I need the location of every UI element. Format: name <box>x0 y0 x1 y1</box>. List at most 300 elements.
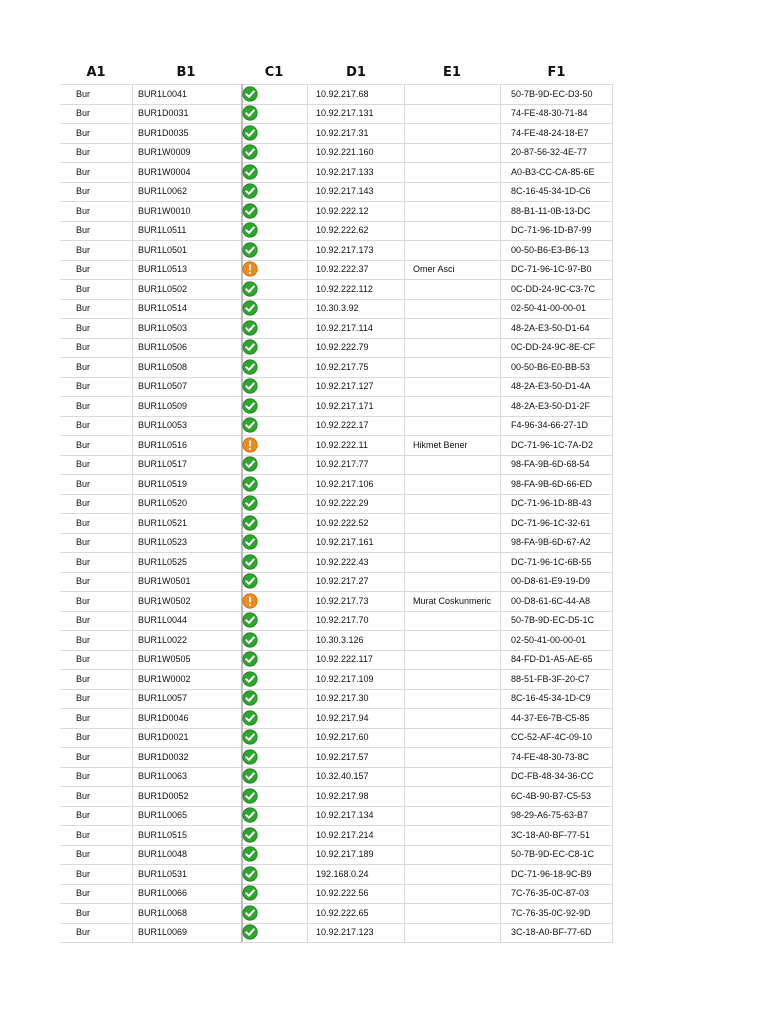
cell-a1[interactable]: Bur <box>76 225 91 236</box>
check-circle-icon <box>242 320 258 336</box>
cell-a1[interactable]: Bur <box>76 732 91 743</box>
table-row <box>0 416 768 436</box>
cell-b1[interactable]: BUR1L0062 <box>138 186 188 197</box>
check-circle-icon <box>242 632 258 648</box>
cell-e1[interactable] <box>413 552 501 572</box>
cell-c1[interactable] <box>242 572 262 592</box>
cell-e1[interactable] <box>413 299 501 319</box>
cell-b1[interactable]: BUR1L0503 <box>138 322 188 333</box>
cell-d1[interactable]: 10.92.217.123 <box>316 927 374 938</box>
cell-f1[interactable]: DC-71-96-1C-97-B0 <box>511 264 592 275</box>
cell-a1[interactable]: Bur <box>76 556 91 567</box>
cell-e1[interactable] <box>413 845 501 865</box>
cell-b1[interactable]: BUR1L0516 <box>138 439 188 450</box>
table-row <box>0 201 768 221</box>
cell-d1[interactable]: 10.92.217.57 <box>316 751 369 762</box>
cell-d1[interactable]: 10.92.217.173 <box>316 244 374 255</box>
cell-c1[interactable] <box>242 299 262 319</box>
cell-f1[interactable]: 00-D8-61-E9-19-D9 <box>511 576 591 587</box>
cell-e1[interactable] <box>413 318 501 338</box>
cell-a1[interactable]: Bur <box>76 186 91 197</box>
table-row <box>0 396 768 416</box>
cell-e1[interactable] <box>413 279 501 299</box>
cell-f1[interactable]: 98-29-A6-75-63-B7 <box>511 810 589 821</box>
cell-d1[interactable]: 10.92.217.30 <box>316 693 369 704</box>
cell-c1[interactable] <box>242 864 262 884</box>
cell-d1[interactable]: 10.92.217.106 <box>316 478 374 489</box>
cell-e1[interactable] <box>413 767 501 787</box>
cell-d1[interactable]: 10.92.217.143 <box>316 186 374 197</box>
cell-d1[interactable]: 10.92.217.73 <box>316 595 369 606</box>
cell-f1[interactable]: DC-71-96-1C-32-61 <box>511 517 591 528</box>
cell-b1[interactable]: BUR1L0515 <box>138 829 188 840</box>
cell-c1[interactable] <box>242 162 262 182</box>
cell-a1[interactable]: Bur <box>76 693 91 704</box>
cell-b1[interactable]: BUR1L0057 <box>138 693 188 704</box>
cell-d1[interactable]: 10.92.217.27 <box>316 576 369 587</box>
table-row <box>0 299 768 319</box>
cell-d1[interactable]: 10.92.222.12 <box>316 205 369 216</box>
cell-b1[interactable]: BUR1L0509 <box>138 400 188 411</box>
cell-f1[interactable]: 0C-DD-24-9C-8E-CF <box>511 342 596 353</box>
cell-b1[interactable]: BUR1L0517 <box>138 459 188 470</box>
exclamation-circle-icon <box>242 437 258 453</box>
cell-c1[interactable] <box>242 767 262 787</box>
cell-f1[interactable]: 48-2A-E3-50-D1-4A <box>511 381 591 392</box>
cell-f1[interactable]: 48-2A-E3-50-D1-64 <box>511 322 590 333</box>
cell-b1[interactable]: BUR1L0520 <box>138 498 188 509</box>
cell-c1[interactable] <box>242 591 262 611</box>
cell-b1[interactable]: BUR1L0511 <box>138 225 187 236</box>
cell-e1[interactable] <box>413 630 501 650</box>
table-row <box>0 786 768 806</box>
cell-f1[interactable]: 48-2A-E3-50-D1-2F <box>511 400 591 411</box>
cell-c1[interactable] <box>242 279 262 299</box>
cell-b1[interactable]: BUR1W0004 <box>138 166 191 177</box>
cell-d1[interactable]: 10.92.217.127 <box>316 381 374 392</box>
cell-a1[interactable]: Bur <box>76 459 91 470</box>
cell-b1[interactable]: BUR1L0065 <box>138 810 188 821</box>
cell-c1[interactable] <box>242 630 262 650</box>
table-row <box>0 338 768 358</box>
cell-e1[interactable] <box>413 864 501 884</box>
cell-b1[interactable]: BUR1L0501 <box>138 244 188 255</box>
cell-f1[interactable]: 0C-DD-24-9C-C3-7C <box>511 283 596 294</box>
cell-b1[interactable]: BUR1L0506 <box>138 342 188 353</box>
cell-b1[interactable]: BUR1D0032 <box>138 751 189 762</box>
cell-c1[interactable] <box>242 260 262 280</box>
cell-f1[interactable]: 00-D8-61-6C-44-A8 <box>511 595 591 606</box>
cell-a1[interactable]: Bur <box>76 888 91 899</box>
cell-a1[interactable]: Bur <box>76 907 91 918</box>
cell-b1[interactable]: BUR1L0041 <box>138 88 188 99</box>
cell-e1[interactable] <box>413 455 501 475</box>
cell-c1[interactable] <box>242 689 262 709</box>
cell-f1[interactable]: 8C-16-45-34-1D-C9 <box>511 693 591 704</box>
cell-a1[interactable]: Bur <box>76 400 91 411</box>
cell-c1[interactable] <box>242 806 262 826</box>
cell-f1[interactable]: 6C-4B-90-B7-C5-53 <box>511 790 592 801</box>
check-circle-icon <box>242 710 258 726</box>
cell-f1[interactable]: F4-96-34-66-27-1D <box>511 420 589 431</box>
cell-b1[interactable]: BUR1L0022 <box>138 634 188 645</box>
cell-b1[interactable]: BUR1L0507 <box>138 381 188 392</box>
cell-b1[interactable]: BUR1L0044 <box>138 615 188 626</box>
cell-c1[interactable] <box>242 728 262 748</box>
cell-d1[interactable]: 10.30.3.92 <box>316 303 359 314</box>
cell-b1[interactable]: BUR1L0048 <box>138 849 188 860</box>
cell-a1[interactable]: Bur <box>76 576 91 587</box>
table-row <box>0 552 768 572</box>
cell-f1[interactable]: 98-FA-9B-6D-66-ED <box>511 478 593 489</box>
table-row <box>0 630 768 650</box>
cell-a1[interactable]: Bur <box>76 205 91 216</box>
cell-c1[interactable] <box>242 669 262 689</box>
cell-a1[interactable]: Bur <box>76 88 91 99</box>
cell-d1[interactable]: 10.92.222.52 <box>316 517 369 528</box>
cell-e1[interactable] <box>413 221 501 241</box>
cell-e1[interactable] <box>413 182 501 202</box>
check-circle-icon <box>242 807 258 823</box>
cell-c1[interactable] <box>242 903 262 923</box>
cell-a1[interactable]: Bur <box>76 595 91 606</box>
exclamation-circle-icon <box>242 593 258 609</box>
check-circle-icon <box>242 125 258 141</box>
cell-d1[interactable]: 10.92.217.75 <box>316 361 369 372</box>
check-circle-icon <box>242 86 258 102</box>
cell-a1[interactable]: Bur <box>76 381 91 392</box>
cell-f1[interactable]: 50-7B-9D-EC-C8-1C <box>511 849 595 860</box>
cell-a1[interactable]: Bur <box>76 420 91 431</box>
cell-e1[interactable]: Murat Coskunmeric <box>413 595 492 606</box>
cell-c1[interactable] <box>242 845 262 865</box>
cell-b1[interactable]: BUR1L0521 <box>138 517 188 528</box>
cell-f1[interactable]: 50-7B-9D-EC-D5-1C <box>511 615 595 626</box>
cell-a1[interactable]: Bur <box>76 244 91 255</box>
cell-c1[interactable] <box>242 825 262 845</box>
cell-e1[interactable] <box>413 357 501 377</box>
cell-d1[interactable]: 10.92.222.65 <box>316 907 369 918</box>
cell-b1[interactable]: BUR1L0525 <box>138 556 188 567</box>
cell-a1[interactable]: Bur <box>76 615 91 626</box>
table-row <box>0 240 768 260</box>
cell-c1[interactable] <box>242 123 262 143</box>
cell-f1[interactable]: 20-87-56-32-4E-77 <box>511 147 588 158</box>
cell-f1[interactable]: 98-FA-9B-6D-68-54 <box>511 459 590 470</box>
check-circle-icon <box>242 905 258 921</box>
cell-c1[interactable] <box>242 494 262 514</box>
cell-e1[interactable] <box>413 513 501 533</box>
table-row <box>0 513 768 533</box>
cell-c1[interactable] <box>242 357 262 377</box>
cell-a1[interactable]: Bur <box>76 849 91 860</box>
cell-a1[interactable]: Bur <box>76 342 91 353</box>
cell-e1[interactable] <box>413 240 501 260</box>
cell-d1[interactable]: 192.168.0.24 <box>316 868 369 879</box>
cell-d1[interactable]: 10.92.222.79 <box>316 342 369 353</box>
cell-b1[interactable]: BUR1D0021 <box>138 732 189 743</box>
cell-e1[interactable] <box>413 84 501 104</box>
cell-d1[interactable]: 10.92.217.214 <box>316 829 374 840</box>
cell-e1[interactable] <box>413 474 501 494</box>
cell-d1[interactable]: 10.92.222.62 <box>316 225 369 236</box>
cell-a1[interactable]: Bur <box>76 147 91 158</box>
cell-f1[interactable]: DC-FB-48-34-36-CC <box>511 771 594 782</box>
cell-f1[interactable]: DC-71-96-1D-B7-99 <box>511 225 592 236</box>
cell-d1[interactable]: 10.92.222.117 <box>316 654 373 665</box>
cell-b1[interactable]: BUR1L0519 <box>138 478 188 489</box>
cell-c1[interactable] <box>242 923 262 943</box>
cell-d1[interactable]: 10.92.222.56 <box>316 888 369 899</box>
cell-d1[interactable]: 10.92.217.133 <box>316 166 374 177</box>
cell-e1[interactable] <box>413 201 501 221</box>
cell-f1[interactable]: DC-71-96-1C-6B-55 <box>511 556 592 567</box>
cell-c1[interactable] <box>242 650 262 670</box>
cell-e1[interactable] <box>413 143 501 163</box>
cell-d1[interactable]: 10.92.222.29 <box>316 498 369 509</box>
cell-f1[interactable]: 8C-16-45-34-1D-C6 <box>511 186 591 197</box>
cell-d1[interactable]: 10.92.222.112 <box>316 283 373 294</box>
cell-d1[interactable]: 10.92.222.17 <box>316 420 369 431</box>
cell-b1[interactable]: BUR1L0531 <box>138 868 188 879</box>
cell-b1[interactable]: BUR1D0035 <box>138 127 189 138</box>
cell-f1[interactable]: 44-37-E6-7B-C5-85 <box>511 712 590 723</box>
cell-a1[interactable]: Bur <box>76 810 91 821</box>
cell-e1[interactable] <box>413 104 501 124</box>
cell-f1[interactable]: 88-51-FB-3F-20-C7 <box>511 673 590 684</box>
cell-e1[interactable] <box>413 747 501 767</box>
cell-d1[interactable]: 10.92.217.77 <box>316 459 369 470</box>
cell-c1[interactable] <box>242 455 262 475</box>
table-row <box>0 864 768 884</box>
cell-d1[interactable]: 10.92.217.60 <box>316 732 369 743</box>
cell-e1[interactable] <box>413 162 501 182</box>
cell-e1[interactable] <box>413 494 501 514</box>
cell-e1[interactable] <box>413 533 501 553</box>
cell-a1[interactable]: Bur <box>76 771 91 782</box>
cell-f1[interactable]: 50-7B-9D-EC-D3-50 <box>511 88 593 99</box>
cell-a1[interactable]: Bur <box>76 322 91 333</box>
cell-a1[interactable]: Bur <box>76 498 91 509</box>
cell-f1[interactable]: 3C-18-A0-BF-77-51 <box>511 829 591 840</box>
cell-f1[interactable]: 74-FE-48-30-73-8C <box>511 751 590 762</box>
cell-e1[interactable] <box>413 650 501 670</box>
cell-d1[interactable]: 10.92.217.189 <box>316 849 374 860</box>
cell-a1[interactable]: Bur <box>76 439 91 450</box>
cell-a1[interactable]: Bur <box>76 751 91 762</box>
cell-a1[interactable]: Bur <box>76 478 91 489</box>
column-header-a1: A1 <box>86 65 106 80</box>
cell-e1[interactable] <box>413 572 501 592</box>
cell-d1[interactable]: 10.30.3.126 <box>316 634 364 645</box>
cell-e1[interactable] <box>413 689 501 709</box>
cell-b1[interactable]: BUR1L0508 <box>138 361 188 372</box>
cell-e1[interactable]: Omer Asci <box>413 264 455 275</box>
cell-f1[interactable]: DC-71-96-1D-8B-43 <box>511 498 592 509</box>
check-circle-icon <box>242 690 258 706</box>
cell-a1[interactable]: Bur <box>76 166 91 177</box>
cell-e1[interactable] <box>413 728 501 748</box>
table-row <box>0 84 768 104</box>
cell-d1[interactable]: 10.92.222.43 <box>316 556 369 567</box>
table-row <box>0 377 768 397</box>
cell-c1[interactable] <box>242 201 262 221</box>
cell-e1[interactable] <box>413 611 501 631</box>
exclamation-circle-icon <box>242 261 258 277</box>
cell-b1[interactable]: BUR1L0066 <box>138 888 188 899</box>
cell-d1[interactable]: 10.92.217.134 <box>316 810 374 821</box>
table-row <box>0 591 768 611</box>
cell-c1[interactable] <box>242 221 262 241</box>
cell-a1[interactable]: Bur <box>76 361 91 372</box>
cell-a1[interactable]: Bur <box>76 654 91 665</box>
cell-e1[interactable] <box>413 669 501 689</box>
cell-b1[interactable]: BUR1W0002 <box>138 673 191 684</box>
cell-c1[interactable] <box>242 884 262 904</box>
cell-d1[interactable]: 10.92.217.94 <box>316 712 369 723</box>
cell-e1[interactable] <box>413 786 501 806</box>
cell-c1[interactable] <box>242 396 262 416</box>
cell-d1[interactable]: 10.92.222.37 <box>316 264 369 275</box>
cell-e1[interactable] <box>413 708 501 728</box>
cell-b1[interactable]: BUR1L0063 <box>138 771 188 782</box>
cell-c1[interactable] <box>242 182 262 202</box>
cell-c1[interactable] <box>242 104 262 124</box>
cell-f1[interactable]: 3C-18-A0-BF-77-6D <box>511 927 592 938</box>
cell-a1[interactable]: Bur <box>76 127 91 138</box>
cell-d1[interactable]: 10.92.217.114 <box>316 322 373 333</box>
cell-e1[interactable] <box>413 377 501 397</box>
cell-c1[interactable] <box>242 435 262 455</box>
cell-d1[interactable]: 10.92.217.171 <box>316 400 374 411</box>
cell-e1[interactable] <box>413 338 501 358</box>
cell-c1[interactable] <box>242 611 262 631</box>
cell-d1[interactable]: 10.92.221.160 <box>316 147 374 158</box>
cell-a1[interactable]: Bur <box>76 790 91 801</box>
cell-c1[interactable] <box>242 474 262 494</box>
cell-e1[interactable] <box>413 123 501 143</box>
cell-d1[interactable]: 10.32.40.157 <box>316 771 369 782</box>
cell-b1[interactable]: BUR1L0523 <box>138 537 188 548</box>
cell-a1[interactable]: Bur <box>76 537 91 548</box>
cell-d1[interactable]: 10.92.217.31 <box>316 127 369 138</box>
check-circle-icon <box>242 651 258 667</box>
cell-d1[interactable]: 10.92.217.98 <box>316 790 369 801</box>
cell-c1[interactable] <box>242 747 262 767</box>
cell-e1[interactable] <box>413 416 501 436</box>
cell-e1[interactable] <box>413 825 501 845</box>
cell-c1[interactable] <box>242 143 262 163</box>
cell-c1[interactable] <box>242 786 262 806</box>
cell-f1[interactable]: DC-71-96-1C-7A-D2 <box>511 439 594 450</box>
cell-f1[interactable]: 02-50-41-00-00-01 <box>511 634 587 645</box>
check-circle-icon <box>242 827 258 843</box>
cell-a1[interactable]: Bur <box>76 829 91 840</box>
cell-a1[interactable]: Bur <box>76 517 91 528</box>
cell-b1[interactable]: BUR1W0502 <box>138 595 191 606</box>
column-header-e1: E1 <box>443 65 461 80</box>
cell-a1[interactable]: Bur <box>76 303 91 314</box>
cell-b1[interactable]: BUR1D0046 <box>138 712 189 723</box>
cell-b1[interactable]: BUR1D0031 <box>138 108 189 119</box>
cell-f1[interactable]: 88-B1-11-0B-13-DC <box>511 205 591 216</box>
cell-c1[interactable] <box>242 513 262 533</box>
cell-e1[interactable] <box>413 903 501 923</box>
cell-c1[interactable] <box>242 338 262 358</box>
cell-c1[interactable] <box>242 318 262 338</box>
cell-c1[interactable] <box>242 377 262 397</box>
cell-b1[interactable]: BUR1W0501 <box>138 576 191 587</box>
cell-b1[interactable]: BUR1W0010 <box>138 205 191 216</box>
cell-c1[interactable] <box>242 84 262 104</box>
cell-a1[interactable]: Bur <box>76 283 91 294</box>
table-row <box>0 884 768 904</box>
cell-f1[interactable]: DC-71-96-18-9C-B9 <box>511 868 592 879</box>
cell-b1[interactable]: BUR1L0502 <box>138 283 188 294</box>
cell-e1[interactable]: Hikmet Bener <box>413 439 468 450</box>
cell-a1[interactable]: Bur <box>76 108 91 119</box>
check-circle-icon <box>242 788 258 804</box>
cell-a1[interactable]: Bur <box>76 712 91 723</box>
cell-d1[interactable]: 10.92.217.109 <box>316 673 374 684</box>
cell-f1[interactable]: 02-50-41-00-00-01 <box>511 303 587 314</box>
cell-f1[interactable]: A0-B3-CC-CA-85-6E <box>511 166 595 177</box>
cell-e1[interactable] <box>413 884 501 904</box>
cell-c1[interactable] <box>242 533 262 553</box>
check-circle-icon <box>242 866 258 882</box>
table-row <box>0 260 768 280</box>
cell-b1[interactable]: BUR1L0068 <box>138 907 188 918</box>
cell-b1[interactable]: BUR1W0505 <box>138 654 191 665</box>
cell-c1[interactable] <box>242 708 262 728</box>
cell-f1[interactable]: 98-FA-9B-6D-67-A2 <box>511 537 591 548</box>
cell-f1[interactable]: 74-FE-48-24-18-E7 <box>511 127 589 138</box>
cell-e1[interactable] <box>413 396 501 416</box>
table-row <box>0 182 768 202</box>
cell-e1[interactable] <box>413 806 501 826</box>
cell-b1[interactable]: BUR1L0513 <box>138 264 188 275</box>
cell-a1[interactable]: Bur <box>76 264 91 275</box>
check-circle-icon <box>242 339 258 355</box>
table-row <box>0 104 768 124</box>
cell-b1[interactable]: BUR1L0514 <box>138 303 188 314</box>
cell-b1[interactable]: BUR1L0069 <box>138 927 188 938</box>
cell-b1[interactable]: BUR1L0053 <box>138 420 188 431</box>
cell-a1[interactable]: Bur <box>76 673 91 684</box>
cell-d1[interactable]: 10.92.217.161 <box>316 537 374 548</box>
cell-f1[interactable]: CC-52-AF-4C-09-10 <box>511 732 593 743</box>
cell-c1[interactable] <box>242 552 262 572</box>
cell-c1[interactable] <box>242 240 262 260</box>
cell-a1[interactable]: Bur <box>76 927 91 938</box>
cell-f1[interactable]: 7C-76-35-0C-87-03 <box>511 888 590 899</box>
cell-e1[interactable] <box>413 923 501 943</box>
cell-c1[interactable] <box>242 416 262 436</box>
cell-d1[interactable]: 10.92.222.11 <box>316 439 368 450</box>
cell-b1[interactable]: BUR1D0052 <box>138 790 189 801</box>
cell-a1[interactable]: Bur <box>76 634 91 645</box>
cell-f1[interactable]: 7C-76-35-0C-92-9D <box>511 907 591 918</box>
cell-d1[interactable]: 10.92.217.70 <box>316 615 369 626</box>
cell-f1[interactable]: 00-50-B6-E3-B6-13 <box>511 244 590 255</box>
cell-a1[interactable]: Bur <box>76 868 91 879</box>
cell-d1[interactable]: 10.92.217.131 <box>316 108 374 119</box>
cell-b1[interactable]: BUR1W0009 <box>138 147 191 158</box>
cell-d1[interactable]: 10.92.217.68 <box>316 88 369 99</box>
cell-f1[interactable]: 74-FE-48-30-71-84 <box>511 108 588 119</box>
cell-f1[interactable]: 00-50-B6-E0-BB-53 <box>511 361 591 372</box>
cell-f1[interactable]: 84-FD-D1-A5-AE-65 <box>511 654 593 665</box>
